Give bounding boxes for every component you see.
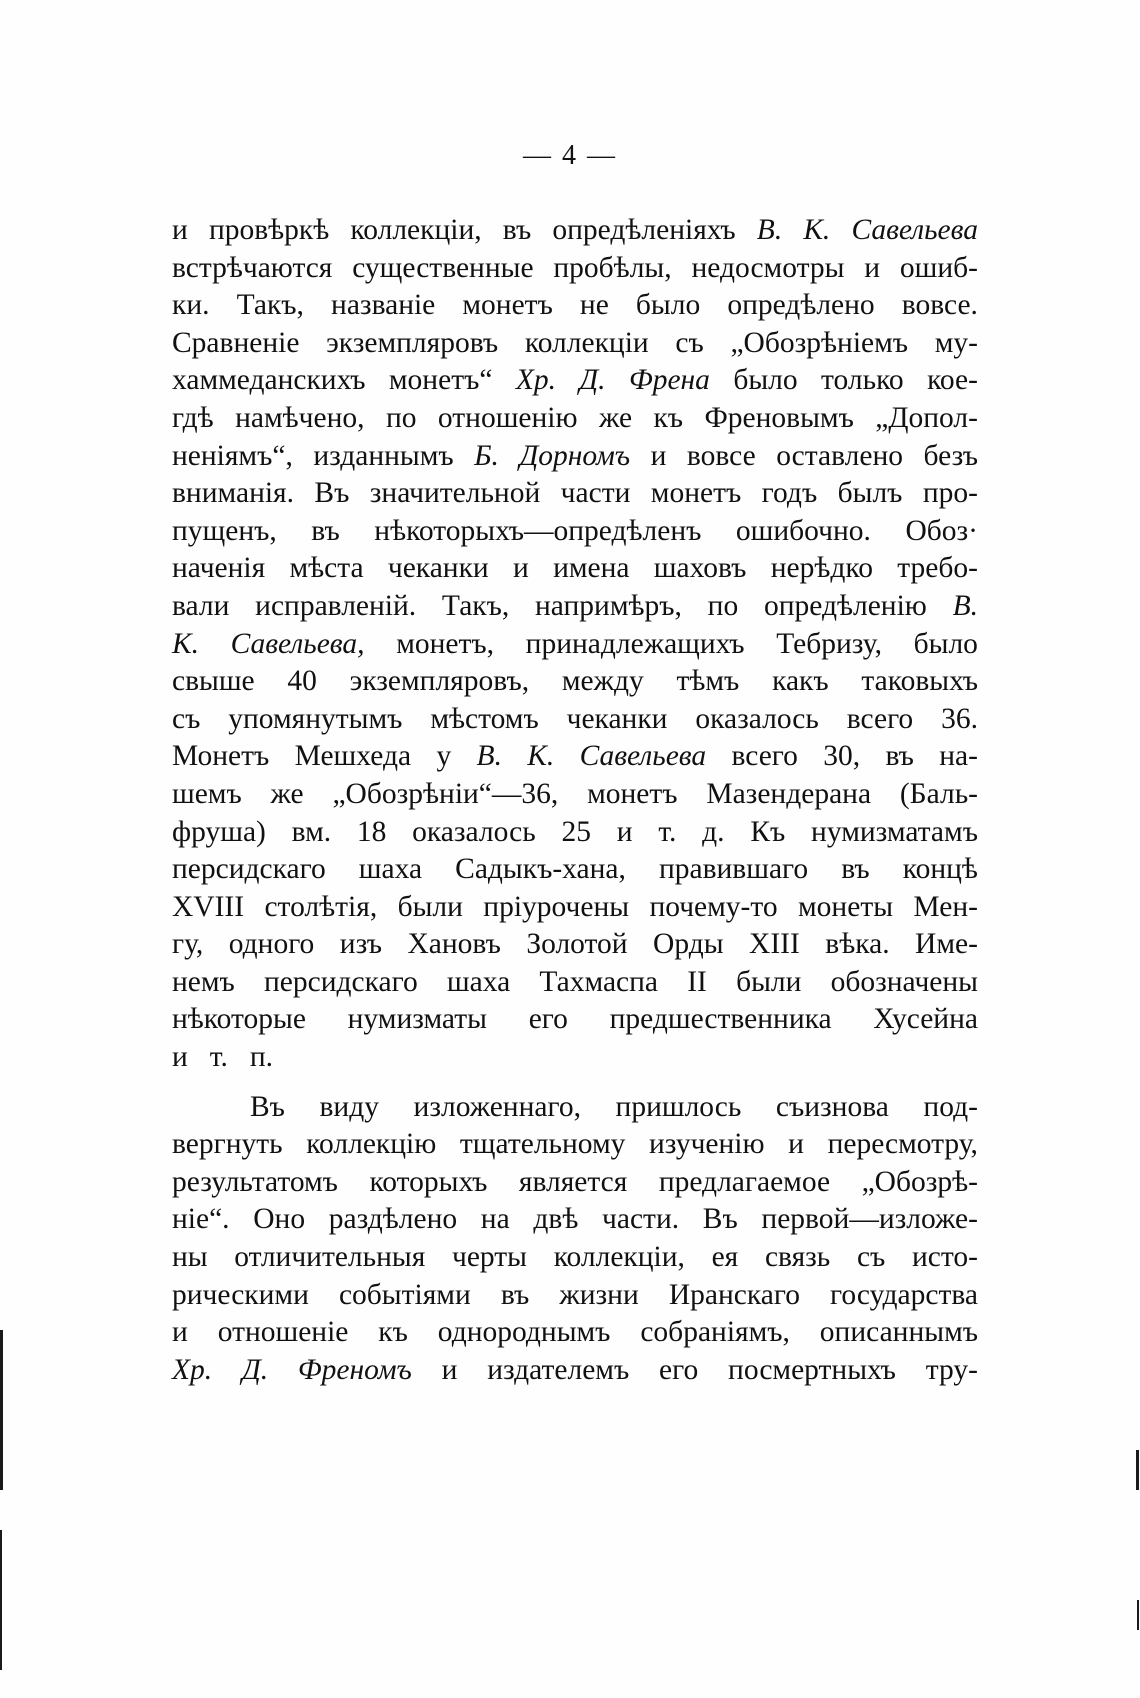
word: изъ	[339, 928, 382, 961]
word: было	[635, 289, 701, 322]
word: были	[736, 965, 802, 998]
word: его	[659, 1353, 699, 1386]
word: и	[172, 1316, 188, 1349]
word: и	[650, 439, 667, 472]
word: и	[172, 214, 188, 246]
word: монетъ	[650, 477, 742, 510]
word: и	[788, 1128, 804, 1161]
word: шаха	[358, 853, 423, 886]
word: монетъ,	[396, 627, 495, 660]
word: 18	[356, 815, 387, 848]
word: между	[561, 665, 644, 698]
text-line	[172, 889, 978, 927]
word: му-	[934, 326, 978, 359]
word: раздѣлено	[328, 1203, 458, 1236]
paragraph-2	[172, 1089, 978, 1390]
word: Мен-	[913, 890, 978, 923]
word: безъ	[923, 439, 978, 472]
word: Б.	[474, 439, 499, 472]
word: было	[733, 364, 798, 397]
word: и	[512, 552, 529, 585]
word: Орды	[653, 928, 724, 961]
text-line	[172, 1239, 978, 1277]
word: д.	[702, 815, 725, 848]
word: Д.	[241, 1353, 269, 1386]
text-line	[172, 926, 978, 964]
word: однороднымъ	[437, 1316, 611, 1349]
text-line	[172, 1201, 978, 1239]
page-number: — 4 —	[523, 140, 617, 171]
word: первой—изложе-	[761, 1203, 978, 1236]
word: Савельева	[851, 214, 978, 246]
word: коллекціи,	[553, 1241, 685, 1274]
word: государства	[830, 1278, 978, 1311]
word: персидскаго	[264, 965, 418, 998]
word: изложеннаго,	[413, 1090, 581, 1123]
word: годъ	[761, 477, 818, 510]
word: 40	[287, 665, 317, 698]
word: въ	[311, 514, 340, 547]
word: которыхъ	[369, 1165, 488, 1198]
scan-edge-mark	[0, 1530, 2, 1670]
word: вали	[172, 589, 230, 622]
word: вергнуть	[172, 1128, 283, 1161]
word: коллекціи	[524, 326, 649, 359]
word: и	[864, 251, 881, 284]
word: Садыкъ-хана,	[455, 853, 626, 886]
text-line	[172, 701, 978, 739]
word: требо-	[897, 552, 978, 585]
word: Савельева	[579, 740, 707, 773]
word: II	[687, 965, 707, 998]
word: собраніямъ,	[640, 1316, 790, 1349]
word: нумизматамъ	[811, 815, 978, 848]
word: „Обозрѣніемъ	[730, 326, 909, 359]
word: нерѣдко	[770, 552, 873, 585]
word: ошибочно.	[735, 514, 871, 547]
text-line	[172, 362, 978, 400]
word: ны	[172, 1241, 208, 1274]
word: вниманія.	[172, 477, 294, 510]
word: жизни	[559, 1278, 639, 1311]
word: въ	[502, 214, 532, 246]
text-line	[172, 325, 978, 363]
word: всего	[731, 740, 798, 773]
word: под-	[923, 1090, 978, 1123]
word: Френа	[628, 364, 710, 397]
word: монетъ	[462, 289, 553, 322]
word: отношеніе	[217, 1316, 349, 1349]
word: отличительныя	[234, 1241, 426, 1274]
word: его	[528, 1003, 568, 1036]
word: предшественника	[609, 1003, 832, 1036]
word: по	[707, 589, 739, 622]
word: рическими	[172, 1278, 309, 1311]
word: шаха	[446, 965, 511, 998]
word: же	[598, 401, 633, 434]
word: фруша)	[172, 815, 266, 848]
word: принадлежащихъ	[525, 627, 745, 660]
word: хаммеданскихъ	[172, 364, 366, 397]
word: концѣ	[902, 853, 978, 886]
word: К.	[527, 740, 555, 773]
word: вовсе.	[901, 289, 978, 322]
word: изученію	[649, 1128, 765, 1161]
word: названіе	[331, 289, 436, 322]
word: Въ	[250, 1090, 285, 1123]
word: почему-то	[649, 890, 778, 923]
word: т.	[658, 815, 677, 848]
word: у	[436, 740, 452, 773]
word: по	[385, 401, 417, 434]
word: отношенію	[437, 401, 578, 434]
word: ошиб-	[899, 251, 978, 284]
word: В.	[476, 740, 502, 773]
word: экземпляровъ,	[349, 665, 530, 698]
text-line	[172, 250, 978, 288]
word: въ	[885, 740, 914, 773]
text-line	[172, 1126, 978, 1164]
word: части	[560, 477, 631, 510]
word: экземпляровъ	[326, 326, 499, 359]
word: опредѣлено	[727, 289, 875, 322]
word: шемъ	[172, 777, 242, 810]
word: „Допол-	[875, 401, 978, 434]
word: былъ	[837, 477, 903, 510]
word: Тебризу,	[776, 627, 882, 660]
text-line	[172, 550, 978, 588]
word: Име-	[915, 928, 978, 961]
word: нѣкоторыхъ—опредѣленъ	[374, 514, 702, 547]
word: Хр.	[172, 1353, 213, 1386]
word: Въ	[702, 1203, 738, 1236]
word: недосмотры	[691, 251, 845, 284]
word: же	[270, 777, 304, 810]
word: пущенъ,	[172, 514, 277, 547]
word: нумизматы	[347, 1003, 487, 1036]
word: столѣтія,	[264, 890, 378, 923]
word: всего	[846, 702, 914, 735]
word: Иранскаго	[668, 1278, 800, 1311]
text-line	[172, 400, 978, 438]
text-line	[172, 212, 978, 250]
word: вовсе	[686, 439, 756, 472]
word: опредѣленіяхъ	[552, 214, 736, 246]
text-line	[172, 1352, 978, 1390]
word: съизнова	[775, 1090, 889, 1123]
word: какъ	[772, 665, 829, 698]
word: провѣркѣ	[208, 214, 330, 246]
word: въ	[500, 1278, 530, 1311]
word: пересмотру,	[827, 1128, 978, 1161]
word: таковыхъ	[861, 665, 978, 698]
word: Сравненіе	[172, 326, 300, 359]
word: посмертныхъ	[728, 1353, 896, 1386]
word: Хр.	[515, 364, 556, 397]
word: значительной	[369, 477, 541, 510]
text-line	[172, 1089, 978, 1127]
word: пришлось	[615, 1090, 742, 1123]
word: ки.	[172, 289, 210, 322]
text-line	[172, 1277, 978, 1315]
word: Монетъ	[172, 740, 270, 773]
word: описаннымъ	[819, 1316, 978, 1349]
word: Оно	[253, 1203, 306, 1236]
word: виду	[319, 1090, 379, 1123]
text-line	[172, 438, 978, 476]
word: пріурочены	[483, 890, 630, 923]
word: Обоз·	[905, 514, 978, 547]
word: правившаго	[658, 853, 809, 886]
word: Френомъ	[297, 1353, 412, 1386]
word: двѣ	[533, 1203, 579, 1236]
word: немъ	[172, 965, 235, 998]
word: встрѣчаются	[172, 251, 333, 284]
word: вѣка.	[825, 928, 890, 961]
word: ніе“.	[172, 1203, 230, 1236]
word: тру-	[925, 1353, 978, 1386]
word: неніямъ“,	[172, 439, 293, 472]
word: къ	[378, 1316, 408, 1349]
word: К.	[172, 627, 199, 660]
word: п.	[249, 1041, 274, 1074]
word: чеканки	[387, 552, 489, 585]
word: гу,	[172, 928, 204, 961]
text-line	[172, 1039, 978, 1077]
word: (Баль-	[899, 777, 978, 810]
word: мѣста	[289, 552, 364, 585]
word: чеканки	[566, 702, 668, 735]
word: 30,	[823, 740, 861, 773]
word: на-	[939, 740, 978, 773]
word: шаховъ	[653, 552, 747, 585]
word: мѣстомъ	[430, 702, 539, 735]
word: и	[441, 1353, 458, 1386]
word: Д.	[579, 364, 606, 397]
word: только	[821, 364, 904, 397]
word: свыше	[172, 665, 255, 698]
word: предлагаемое	[658, 1165, 831, 1198]
text-line	[172, 814, 978, 852]
word: опредѣленію	[763, 589, 927, 622]
word: изданнымъ	[313, 439, 454, 472]
word: К.	[803, 214, 831, 246]
word: коллекціи,	[350, 214, 482, 246]
word: въ	[841, 853, 870, 886]
word: „Обозрѣ-	[861, 1165, 978, 1198]
word: XVIII	[172, 890, 245, 923]
word: оставлено	[776, 439, 904, 472]
text-line	[172, 1164, 978, 1202]
text-line	[172, 776, 978, 814]
word: Мазендерана	[706, 777, 872, 810]
text-line	[172, 513, 978, 551]
word: В.	[756, 214, 783, 246]
word: тщательному	[459, 1128, 626, 1161]
scan-edge-mark	[0, 1330, 3, 1490]
word: существенные	[352, 251, 534, 284]
word: гдѣ	[172, 401, 214, 434]
word: наченія	[172, 552, 266, 585]
word: вм.	[291, 815, 332, 848]
word: результатомъ	[172, 1165, 338, 1198]
word: Такъ,	[236, 289, 304, 322]
text-line	[172, 475, 978, 513]
word: напримѣръ,	[535, 589, 682, 622]
word: Такъ,	[441, 589, 510, 622]
word: одного	[228, 928, 315, 961]
word: съ	[172, 702, 201, 735]
word: и	[172, 1041, 188, 1074]
word: къ	[653, 401, 684, 434]
scan-edge-mark	[1136, 1450, 1139, 1490]
word: оказалось	[695, 702, 819, 735]
word: персидскаго	[172, 853, 326, 886]
word: монеты	[798, 890, 894, 923]
text-line	[172, 1001, 978, 1039]
text-line	[172, 964, 978, 1002]
word: монетъ“	[388, 364, 493, 397]
text-line	[172, 663, 978, 701]
text-line	[172, 851, 978, 889]
word: черты	[451, 1241, 527, 1274]
word: событіями	[338, 1278, 471, 1311]
text-line	[172, 738, 978, 776]
word: нѣкоторые	[172, 1003, 306, 1036]
paragraph-1	[172, 212, 978, 1077]
word: является	[518, 1165, 628, 1198]
word: исправленій.	[255, 589, 417, 622]
paragraph-gap	[172, 1077, 978, 1089]
word: были	[397, 890, 463, 923]
word: упомянутымъ	[228, 702, 403, 735]
word: XIII	[749, 928, 800, 961]
body-text	[172, 212, 978, 1389]
word: Тахмаспа	[539, 965, 659, 998]
word: Дорномъ	[519, 439, 631, 472]
word: съ	[675, 326, 704, 359]
word: и	[616, 815, 633, 848]
word: не	[579, 289, 609, 322]
word: „Обозрѣніи“—36,	[332, 777, 559, 810]
word: оказалось	[412, 815, 536, 848]
word: связь	[764, 1241, 831, 1274]
word: Хусейна	[873, 1003, 978, 1036]
word: т.	[209, 1041, 228, 1074]
word: издателемъ	[487, 1353, 630, 1386]
word: 36.	[941, 702, 978, 735]
word: имена	[553, 552, 630, 585]
word: Къ	[750, 815, 786, 848]
word: Савельева,	[230, 627, 365, 660]
word: исто-	[912, 1241, 978, 1274]
word: кое-	[927, 364, 978, 397]
word: намѣчено,	[235, 401, 365, 434]
word: 25	[561, 815, 591, 848]
word: Въ	[314, 477, 350, 510]
text-line	[172, 588, 978, 626]
word: Золотой	[526, 928, 628, 961]
word: монетъ	[587, 777, 678, 810]
word: обозначены	[830, 965, 978, 998]
word: коллекцію	[306, 1128, 437, 1161]
text-line	[172, 626, 978, 664]
scan-edge-mark	[1137, 1600, 1139, 1630]
word: части.	[602, 1203, 680, 1236]
word: ея	[711, 1241, 739, 1274]
word: Френовымъ	[704, 401, 854, 434]
word: Хановъ	[407, 928, 501, 961]
text-line	[172, 287, 978, 325]
word: съ	[856, 1241, 886, 1274]
word: Мешхеда	[294, 740, 412, 773]
word: пробѣлы,	[553, 251, 672, 284]
word: на	[480, 1203, 510, 1236]
text-line	[172, 1314, 978, 1352]
word: тѣмъ	[676, 665, 740, 698]
word: про-	[922, 477, 978, 510]
word: В.	[952, 589, 978, 622]
word: было	[913, 627, 978, 660]
